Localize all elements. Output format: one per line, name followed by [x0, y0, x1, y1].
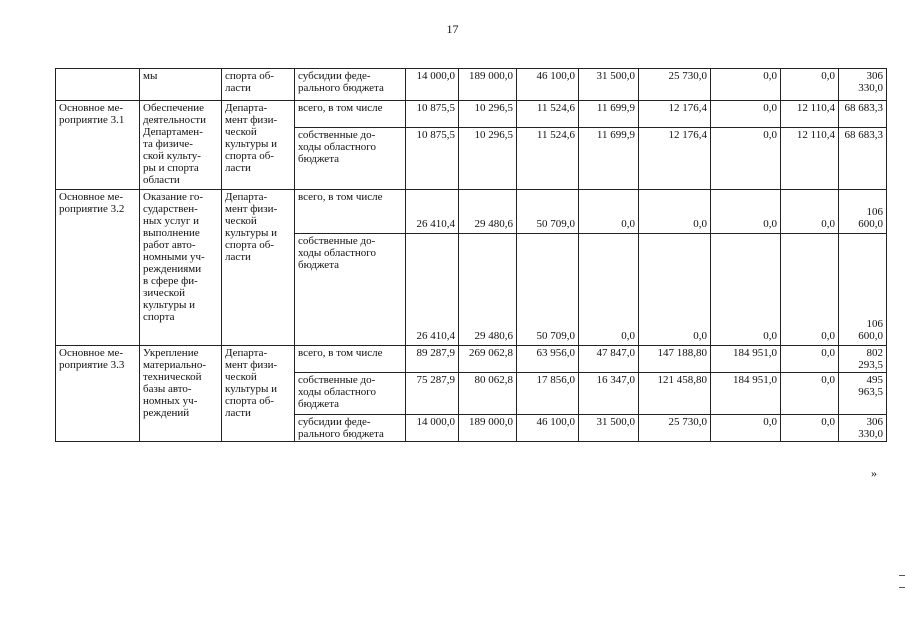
- funding-source-cell: всего, в том числе: [295, 346, 406, 373]
- value-cell: 11 699,9: [579, 128, 639, 190]
- table-row: [56, 346, 887, 373]
- value-cell: 0,0: [781, 190, 839, 234]
- value-cell: 0,0: [711, 128, 781, 190]
- measure-name-cell: мы: [140, 69, 222, 101]
- measure-cell: Основное ме- роприятие 3.1: [56, 101, 140, 190]
- value-cell: 75 287,9: [406, 373, 459, 415]
- funding-source-cell: всего, в том числе: [295, 190, 406, 234]
- value-cell: 50 709,0: [517, 234, 579, 346]
- funding-source-cell: собственные до- ходы областного бюджета: [295, 234, 406, 346]
- measure-cell: [56, 69, 140, 101]
- funding-source-cell: собственные до- ходы областного бюджета: [295, 373, 406, 415]
- value-cell: 68 683,3: [839, 101, 887, 128]
- value-cell: 68 683,3: [839, 128, 887, 190]
- value-cell: 0,0: [711, 69, 781, 101]
- value-cell: 12 176,4: [639, 128, 711, 190]
- value-cell: 0,0: [781, 415, 839, 442]
- table-row: [56, 190, 887, 234]
- funding-source-cell: собственные до- ходы областного бюджета: [295, 128, 406, 190]
- funding-source-cell: субсидии феде- рального бюджета: [295, 415, 406, 442]
- value-cell: 0,0: [579, 234, 639, 346]
- value-cell: 89 287,9: [406, 346, 459, 373]
- value-cell: 29 480,6: [459, 190, 517, 234]
- value-cell: 31 500,0: [579, 415, 639, 442]
- value-cell: 46 100,0: [517, 415, 579, 442]
- value-cell: 184 951,0: [711, 346, 781, 373]
- value-cell: 189 000,0: [459, 415, 517, 442]
- value-cell: 80 062,8: [459, 373, 517, 415]
- table-row: [56, 101, 887, 128]
- value-cell: 11 524,6: [517, 128, 579, 190]
- measure-cell: Основное ме- роприятие 3.2: [56, 190, 140, 346]
- funding-source-cell: всего, в том числе: [295, 101, 406, 128]
- value-cell: 306 330,0: [839, 415, 887, 442]
- executor-cell: Департа- мент физи- ческой культуры и спорта об- ласти: [222, 346, 295, 442]
- value-cell: 0,0: [711, 415, 781, 442]
- value-cell: 11 524,6: [517, 101, 579, 128]
- value-cell: 25 730,0: [639, 69, 711, 101]
- value-cell: 26 410,4: [406, 234, 459, 346]
- value-cell: 25 730,0: [639, 415, 711, 442]
- measure-cell: Основное ме- роприятие 3.3: [56, 346, 140, 442]
- value-cell: 0,0: [711, 234, 781, 346]
- value-cell: 14 000,0: [406, 69, 459, 101]
- value-cell: 31 500,0: [579, 69, 639, 101]
- value-cell: 0,0: [781, 69, 839, 101]
- value-cell: 10 875,5: [406, 128, 459, 190]
- value-cell: 121 458,80: [639, 373, 711, 415]
- value-cell: 306 330,0: [839, 69, 887, 101]
- measure-name-cell: Укрепление материально- технической базы авто- номных уч- реждений: [140, 346, 222, 442]
- value-cell: 0,0: [579, 190, 639, 234]
- funding-source-cell: субсидии феде- рального бюджета: [295, 69, 406, 101]
- edge-mark: [899, 575, 905, 576]
- value-cell: 12 176,4: [639, 101, 711, 128]
- value-cell: 10 296,5: [459, 101, 517, 128]
- value-cell: 26 410,4: [406, 190, 459, 234]
- value-cell: 106 600,0: [839, 190, 887, 234]
- value-cell: 10 296,5: [459, 128, 517, 190]
- value-cell: 17 856,0: [517, 373, 579, 415]
- value-cell: 0,0: [711, 190, 781, 234]
- value-cell: 12 110,4: [781, 101, 839, 128]
- value-cell: 63 956,0: [517, 346, 579, 373]
- value-cell: 147 188,80: [639, 346, 711, 373]
- value-cell: 14 000,0: [406, 415, 459, 442]
- value-cell: 46 100,0: [517, 69, 579, 101]
- executor-cell: спорта об- ласти: [222, 69, 295, 101]
- value-cell: 50 709,0: [517, 190, 579, 234]
- value-cell: 0,0: [781, 373, 839, 415]
- value-cell: 0,0: [639, 190, 711, 234]
- value-cell: 12 110,4: [781, 128, 839, 190]
- value-cell: 269 062,8: [459, 346, 517, 373]
- value-cell: 47 847,0: [579, 346, 639, 373]
- value-cell: 106 600,0: [839, 234, 887, 346]
- value-cell: 0,0: [711, 101, 781, 128]
- executor-cell: Департа- мент физи- ческой культуры и спорта об- ласти: [222, 101, 295, 190]
- value-cell: 802 293,5: [839, 346, 887, 373]
- measure-name-cell: Обеспечение деятельности Департамен- та физиче- ской культу- ры и спорта области: [140, 101, 222, 190]
- closing-quote: »: [871, 466, 877, 480]
- value-cell: 184 951,0: [711, 373, 781, 415]
- value-cell: 495 963,5: [839, 373, 887, 415]
- executor-cell: Департа- мент физи- ческой культуры и спорта об- ласти: [222, 190, 295, 346]
- edge-mark: [899, 587, 905, 588]
- value-cell: 0,0: [639, 234, 711, 346]
- value-cell: 11 699,9: [579, 101, 639, 128]
- measure-name-cell: Оказание го- сударствен- ных услуг и выполнение работ авто- номными уч- реждениями в сфере фи- зической культуры и спорта: [140, 190, 222, 346]
- value-cell: 16 347,0: [579, 373, 639, 415]
- value-cell: 29 480,6: [459, 234, 517, 346]
- budget-table: [55, 68, 887, 442]
- value-cell: 10 875,5: [406, 101, 459, 128]
- page-number: 17: [446, 22, 459, 36]
- value-cell: 189 000,0: [459, 69, 517, 101]
- value-cell: 0,0: [781, 346, 839, 373]
- table-row: [56, 69, 887, 101]
- value-cell: 0,0: [781, 234, 839, 346]
